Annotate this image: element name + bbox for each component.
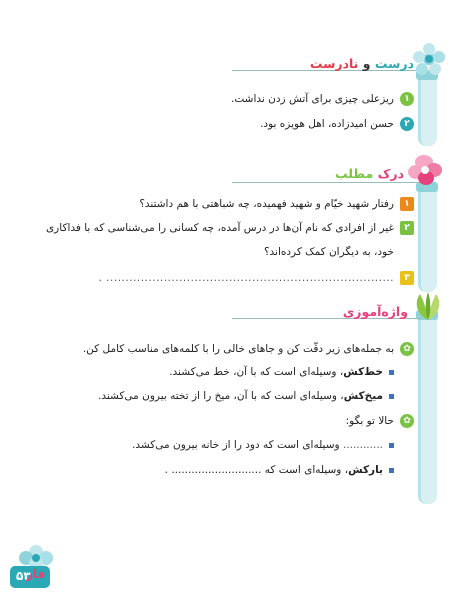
exercise-text xyxy=(165,464,383,476)
section2-title-part2: مطلب xyxy=(334,165,378,181)
section1-title xyxy=(309,52,414,74)
example-text xyxy=(98,390,383,402)
section2-item-2-cont xyxy=(264,246,394,258)
exercise-3 xyxy=(132,439,394,451)
item-text: حسن امیدزاده، اهل هویزه بود. xyxy=(260,118,394,130)
exercise-word: بارکش xyxy=(348,464,383,476)
fill-blank[interactable]: ............ xyxy=(342,439,383,451)
example-text xyxy=(169,366,383,378)
number-badge: ۲ xyxy=(400,221,414,235)
item-text: غیر از افرادی که نام آن‌ها در درس آمده، چه کسانی را می‌شناسی که با فداکاری xyxy=(45,222,394,234)
number-badge: ۲ xyxy=(400,117,414,131)
example-rest: ، وسیله‌ای است که با آن، میخ را از تخته بیرون می‌کشند. xyxy=(98,390,344,402)
number-badge: ۱ xyxy=(400,92,414,106)
section3-intro xyxy=(83,342,414,356)
example-2 xyxy=(98,390,394,402)
now-say xyxy=(346,414,414,428)
page-number: ۵۳ xyxy=(16,569,31,583)
exercise-rest: ، وسیله‌ای است که ........................... . xyxy=(164,464,349,476)
leaf-icon xyxy=(410,290,446,324)
flower-icon xyxy=(404,152,444,188)
example-1 xyxy=(169,366,394,378)
flower-icon xyxy=(412,42,446,76)
number-badge: ۳ xyxy=(400,271,414,285)
section1-rail xyxy=(418,78,437,146)
section1-title-part2: نادرست xyxy=(309,55,359,71)
section2-rail xyxy=(418,190,437,292)
answer-blank[interactable]: ........................................................................... . xyxy=(98,272,394,284)
example-word: خط‌کش xyxy=(343,366,383,378)
section-icon: ✿ xyxy=(400,414,414,428)
item-text: خود، به دیگران کمک کرده‌اند؟ xyxy=(263,246,394,258)
section1-title-and: و xyxy=(358,55,375,71)
section2-title-part1: درک xyxy=(377,165,404,181)
section3-title-text: واژه‌آموزی xyxy=(342,303,408,319)
example-word: میخ‌کش xyxy=(343,390,383,402)
bullet-square xyxy=(389,443,394,448)
exercise-4 xyxy=(165,464,394,476)
bullet-square xyxy=(389,370,394,375)
example-rest: ، وسیله‌ای است که با آن، خط می‌کشند. xyxy=(169,366,344,378)
section3-title xyxy=(330,300,408,322)
section2-title xyxy=(318,162,404,184)
logo-text: فاز xyxy=(26,567,46,581)
section2-item-2 xyxy=(46,221,414,235)
section1-title-part1: درست xyxy=(374,55,414,71)
section1-item-2 xyxy=(260,117,414,131)
number-badge: ۱ xyxy=(400,197,414,211)
item-text: رفتار شهید خیّام و شهید فهمیده، چه شباهتی با هم داشتند؟ xyxy=(139,198,394,210)
section1-item-1 xyxy=(231,92,414,106)
section2-item-1 xyxy=(139,197,414,211)
bullet-square xyxy=(389,468,394,473)
intro-text: به جمله‌های زیر دقّت کن و جاهای خالی را با کلمه‌های مناسب کامل کن. xyxy=(82,343,394,355)
section2-item-3 xyxy=(99,271,415,285)
exercise-text xyxy=(132,439,383,451)
section3-rail xyxy=(418,318,437,504)
bullet-square xyxy=(389,394,394,399)
now-say-text: حالا تو بگو: xyxy=(345,415,394,427)
item-text: ریزعلی چیزی برای آتش زدن نداشت. xyxy=(231,93,394,105)
exercise-rest: وسیله‌ای است که دود را از خانه بیرون می‌کشد. xyxy=(132,439,343,451)
section-icon: ✿ xyxy=(400,342,414,356)
